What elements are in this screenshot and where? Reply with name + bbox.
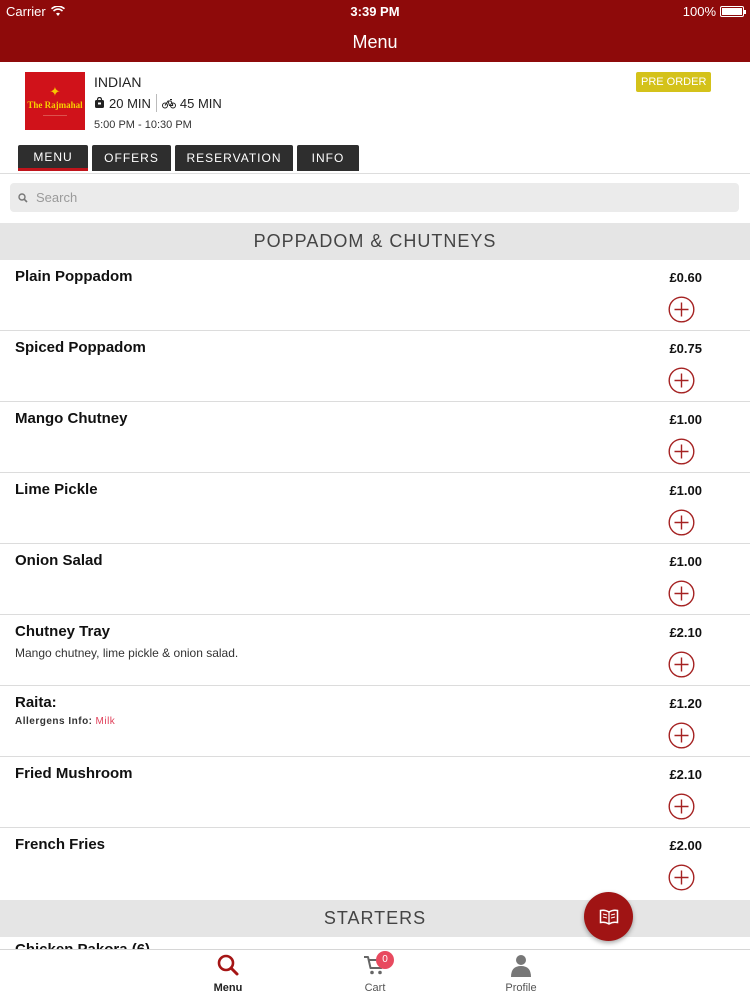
book-icon (599, 909, 619, 925)
item-price: £2.10 (669, 625, 702, 640)
status-time: 3:39 PM (350, 4, 400, 19)
search-icon (216, 953, 240, 977)
item-price: £1.00 (669, 412, 702, 427)
service-times (94, 94, 222, 112)
status-bar (0, 0, 750, 22)
item-price: £1.20 (669, 696, 702, 711)
tabbar-profile[interactable] (481, 953, 561, 994)
menu-item[interactable] (0, 260, 750, 331)
item-name: Lime Pickle (15, 481, 98, 498)
add-item-icon[interactable] (668, 509, 695, 536)
top-bar (0, 0, 750, 62)
pre-order-badge[interactable]: PRE ORDER (636, 72, 711, 92)
opening-hours: 5:00 PM - 10:30 PM (94, 119, 192, 131)
restaurant-tabs (18, 145, 359, 171)
battery-info (683, 4, 744, 19)
tab-offers[interactable]: OFFERS (92, 145, 171, 171)
search-bar[interactable] (10, 183, 739, 212)
item-price: £2.00 (669, 838, 702, 853)
allergen-label: Allergens Info: (15, 716, 93, 727)
category-header: STARTERS (0, 900, 750, 937)
cart-icon-wrap (363, 953, 387, 982)
tabbar-menu-label: Menu (213, 982, 243, 994)
item-price: £1.00 (669, 554, 702, 569)
restaurant-cuisine: INDIAN (94, 74, 142, 90)
category-header: POPPADOM & CHUTNEYS (0, 223, 750, 260)
logo-emblem-icon: ✦ (49, 83, 61, 99)
add-item-icon[interactable] (668, 296, 695, 323)
add-item-icon[interactable] (668, 580, 695, 607)
item-price: £0.60 (669, 270, 702, 285)
item-name: Fried Mushroom (15, 765, 133, 782)
logo-tagline: —————— (43, 111, 67, 117)
cart-count-badge: 0 (376, 951, 394, 969)
allergen-tag: Milk (95, 716, 116, 727)
item-name: Spiced Poppadom (15, 339, 146, 356)
add-item-icon[interactable] (668, 367, 695, 394)
collection-time: 20 MIN (109, 95, 151, 111)
add-item-icon[interactable] (668, 864, 695, 891)
search-icon (18, 193, 28, 203)
item-name: French Fries (15, 836, 106, 853)
collection-bag-icon (94, 97, 105, 109)
add-item-icon[interactable] (668, 722, 695, 749)
item-name: Chutney Tray (15, 623, 111, 640)
menu-item[interactable] (0, 544, 750, 615)
tab-reservation[interactable]: RESERVATION (175, 145, 293, 171)
menu-item[interactable] (0, 615, 750, 686)
item-name: Plain Poppadom (15, 268, 133, 285)
tabbar-profile-label: Profile (505, 982, 537, 994)
tabbar-cart-label: Cart (364, 982, 386, 994)
profile-icon (509, 953, 533, 977)
add-item-icon[interactable] (668, 651, 695, 678)
search-input[interactable] (36, 190, 686, 205)
item-price: £0.75 (669, 341, 702, 356)
add-item-icon[interactable] (668, 438, 695, 465)
logo-name: The Rajmahal (27, 99, 83, 110)
tabbar-cart[interactable] (335, 953, 415, 994)
item-name: Onion Salad (15, 552, 103, 569)
item-name: Raita: (15, 694, 57, 711)
menu-item[interactable] (0, 331, 750, 402)
add-item-icon[interactable] (668, 793, 695, 820)
tab-menu[interactable]: MENU (18, 145, 88, 171)
item-description: Mango chutney, lime pickle & onion salad. (15, 646, 239, 660)
carrier-label: Carrier (6, 4, 46, 19)
battery-label: 100% (682, 4, 716, 19)
bottom-tab-bar (0, 949, 750, 1000)
menu-item[interactable] (0, 757, 750, 828)
menu-item[interactable] (0, 686, 750, 757)
nav-title: Menu (352, 32, 398, 52)
menu-items-list (0, 260, 750, 899)
battery-icon (720, 6, 744, 17)
tabbar-menu[interactable] (188, 953, 268, 994)
item-name: Mango Chutney (15, 410, 128, 427)
restaurant-logo (25, 72, 85, 130)
restaurant-header (0, 62, 750, 174)
allergen-info (15, 716, 115, 727)
delivery-bike-icon (162, 98, 176, 109)
menu-item[interactable] (0, 473, 750, 544)
item-price: £2.10 (669, 767, 702, 782)
item-price: £1.00 (669, 483, 702, 498)
header-divider (0, 173, 750, 174)
tab-info[interactable]: INFO (297, 145, 359, 171)
menu-item[interactable] (0, 828, 750, 899)
menu-book-button[interactable] (584, 892, 633, 941)
menu-item[interactable] (0, 402, 750, 473)
delivery-time: 45 MIN (179, 95, 222, 111)
time-divider (156, 94, 157, 112)
